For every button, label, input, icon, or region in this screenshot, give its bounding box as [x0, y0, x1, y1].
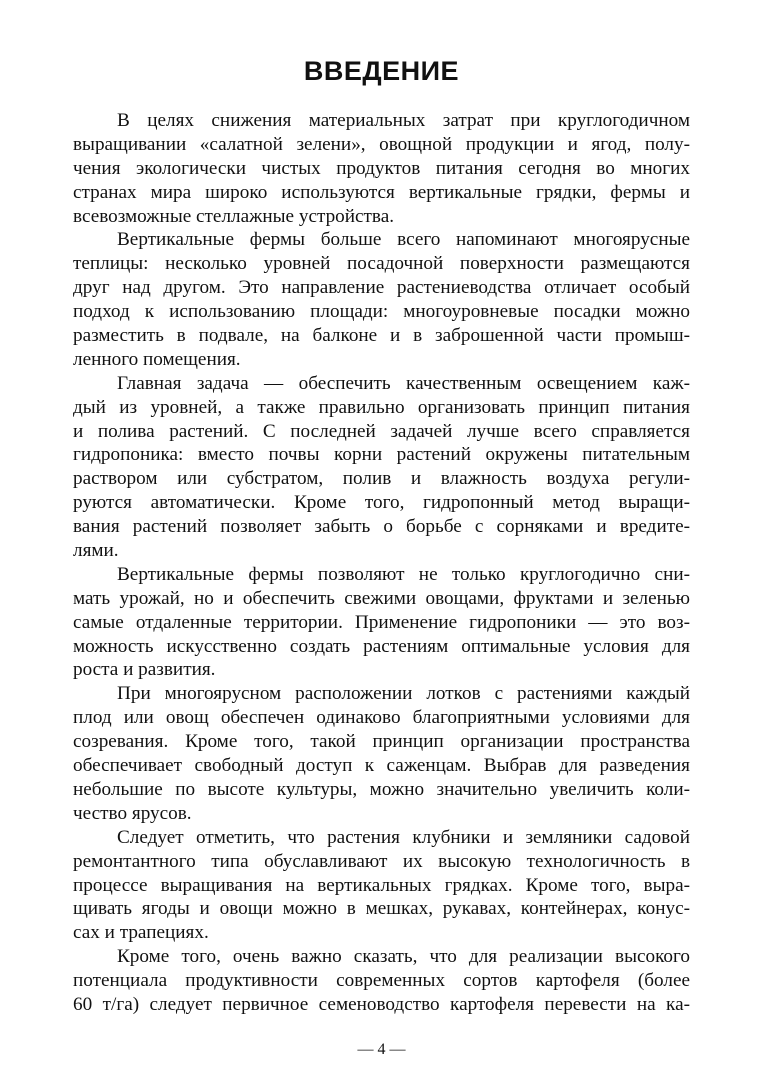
text-line: всевозможные стеллажные устройства.	[73, 205, 395, 227]
text-line: гидропоника: вместо почвы корни растений окружены питательным	[73, 444, 690, 466]
paragraph	[73, 945, 690, 1017]
text-line: выращивании «салатной зелени», овощной продукции и ягод, полу-	[73, 133, 690, 155]
text-line: странах мира широко используются вертикальные грядки, фермы и	[73, 181, 690, 203]
text-line: процессе выращивания на вертикальных грядках. Кроме того, выра-	[73, 874, 690, 896]
text-line: Вертикальные фермы позволяют не только круглогодично сни-	[117, 563, 690, 585]
text-line: В целях снижения материальных затрат при круглогодичном	[117, 110, 690, 131]
text-line: чения экологически чистых продуктов питания сегодня во многих	[73, 157, 690, 179]
text-line: щивать ягоды и овощи можно в мешках, рукавах, контейнерах, конус-	[73, 898, 690, 920]
text-line: подход к использованию площади: многоуровневые посадки можно	[73, 301, 690, 323]
text-line: вания растений позволяет забыть о борьбе с сорняками и вредите-	[73, 516, 690, 538]
text-line: Кроме того, очень важно сказать, что для реализации высокого	[117, 946, 690, 968]
text-line: чество ярусов.	[73, 802, 192, 824]
paragraph	[73, 563, 690, 682]
chapter-title: ВВЕДЕНИЕ	[303, 56, 460, 86]
text-line: созревания. Кроме того, такой принцип организации пространства	[73, 731, 690, 753]
text-line: руются автоматически. Кроме того, гидропонный метод выращи-	[73, 492, 690, 514]
text-line: и полива растений. С последней задачей лучше всего справляется	[73, 420, 690, 442]
text-line: самые отдаленные территории. Применение гидропоники — это воз-	[73, 611, 690, 633]
text-line: потенциала продуктивности современных сортов картофеля (более	[73, 970, 690, 992]
text-line: роста и развития.	[73, 659, 216, 681]
text-line: ленного помещения.	[73, 348, 241, 370]
paragraph	[73, 826, 690, 945]
text-line: 60 т/га) следует первичное семеноводство картофеля перевести на ка-	[73, 993, 690, 1015]
paragraph	[73, 109, 690, 228]
paragraph	[73, 228, 690, 371]
text-line: мать урожай, но и обеспечить свежими овощами, фруктами и зеленью	[73, 587, 690, 609]
text-line: обеспечивает свободный доступ к саженцам. Выбрав для разведения	[73, 755, 690, 777]
text-line: можность искусственно создать растениям оптимальные условия для	[73, 635, 690, 657]
text-line: друг над другом. Это направление растениеводства отличает особый	[73, 277, 690, 299]
text-line: плод или овощ обеспечен одинаково благоприятными условиями для	[73, 707, 690, 729]
paragraph	[73, 372, 690, 563]
text-line: небольшие по высоте культуры, можно значительно увеличить коли-	[73, 778, 690, 800]
text-line: теплицы: несколько уровней посадочной поверхности размещаются	[73, 253, 690, 275]
text-line: дый из уровней, а также правильно организовать принцип питания	[73, 396, 690, 418]
text-line: разместить в подвале, на балконе и в заброшенной части промыш-	[73, 325, 690, 347]
paragraph	[73, 682, 690, 825]
text-line: Вертикальные фермы больше всего напоминают многоярусные	[117, 229, 690, 251]
text-line: При многоярусном расположении лотков с растениями каждый	[117, 683, 690, 705]
text-line: лями.	[73, 540, 119, 562]
text-line: Главная задача — обеспечить качественным освещением каж-	[117, 372, 690, 394]
body-text	[73, 109, 690, 1017]
text-line: сах и трапециях.	[73, 922, 209, 944]
page-number: — 4 —	[357, 1041, 406, 1058]
text-line: раствором или субстратом, полив и влажность воздуха регули-	[73, 468, 690, 490]
text-line: Следует отметить, что растения клубники и земляники садовой	[117, 826, 690, 848]
text-line: ремонтантного типа обуславливают их высокую технологичность в	[73, 850, 690, 872]
